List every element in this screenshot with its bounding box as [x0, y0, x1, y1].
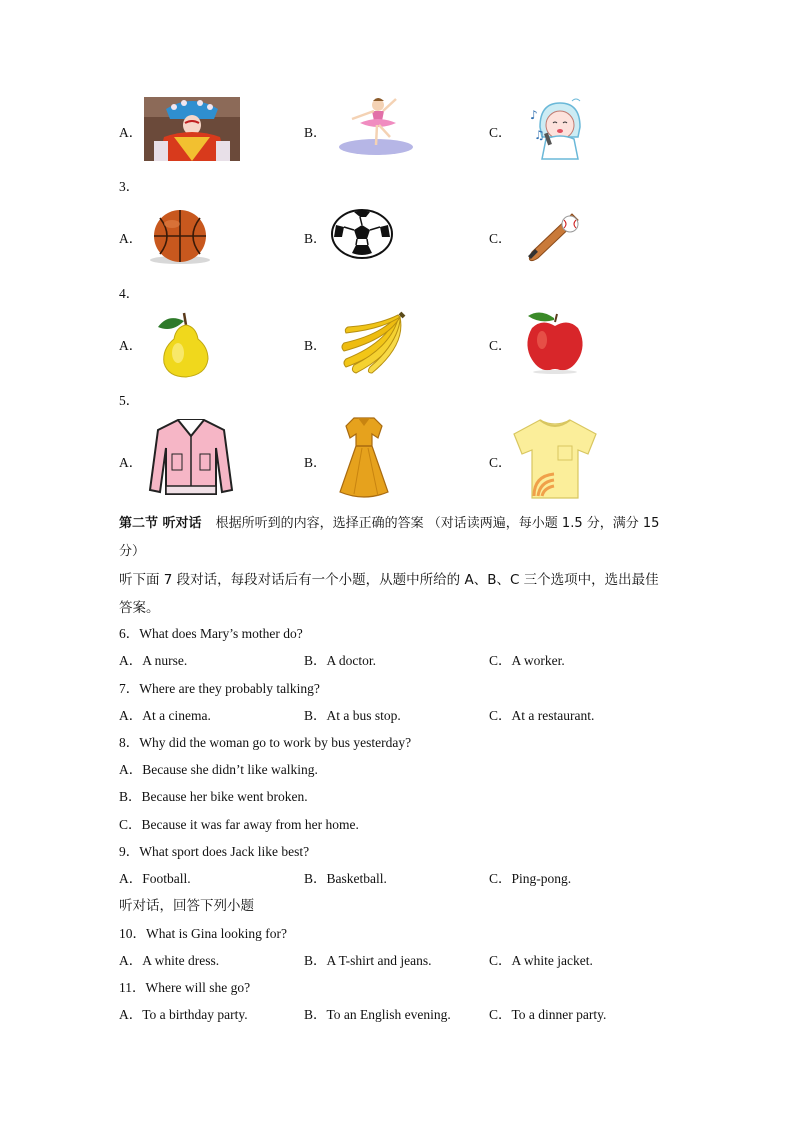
question-6-stem: 6．What does Mary’s mother do?: [119, 626, 303, 641]
q3-option-c-label: C．: [489, 231, 512, 246]
pear-icon: [150, 309, 214, 379]
section-2-title: 第二节 听对话: [119, 516, 202, 531]
q6-option-b: B．A doctor.: [304, 653, 377, 668]
t-shirt-icon: [512, 418, 598, 500]
question-4-number: 4．: [119, 286, 140, 301]
q8-option-a: A．Because she didn’t like walking.: [119, 762, 318, 777]
soccer-ball-icon: [330, 209, 394, 259]
q2-option-b-label: B．: [304, 125, 327, 140]
bananas-icon: [338, 309, 408, 375]
q7-option-a: A．At a cinema.: [119, 708, 211, 723]
q5-option-b-label: B．: [304, 455, 327, 470]
q11-option-a: A．To a birthday party.: [119, 1007, 248, 1022]
q7-option-b: B．At a bus stop.: [304, 708, 401, 723]
section-2-direction-line-1: 听下面 7 段对话，每段对话后有一个小题，从题中所给的 A、B、C 三个选项中，选出最佳: [119, 572, 659, 588]
ballet-dancer-icon: [338, 95, 414, 157]
basketball-icon: [144, 208, 216, 266]
q3-option-b-label: B．: [304, 231, 327, 246]
q5-option-a-label: A．: [119, 455, 143, 470]
svg-text:♫: ♫: [534, 128, 545, 142]
apple-icon: [524, 310, 586, 374]
question-5-number: 5．: [119, 393, 140, 408]
q8-option-c: C．Because it was far away from her home.: [119, 817, 359, 832]
opera-performer-icon: [144, 97, 240, 161]
question-11-stem: 11．Where will she go?: [119, 980, 251, 995]
q2-option-a-label: A．: [119, 125, 143, 140]
q7-option-c: C．At a restaurant.: [489, 708, 595, 723]
q11-option-c: C．To a dinner party.: [489, 1007, 607, 1022]
baseball-bat-icon: [526, 208, 582, 264]
singer-icon: [528, 97, 590, 163]
section-2-instruction-line-2: 分）: [119, 544, 146, 559]
q6-option-c: C．A worker.: [489, 653, 565, 668]
dress-icon: [334, 416, 394, 502]
question-7-stem: 7．Where are they probably talking?: [119, 681, 320, 696]
svg-text:♪: ♪: [530, 108, 538, 122]
q10-option-c: C．A white jacket.: [489, 953, 593, 968]
question-8-stem: 8．Why did the woman go to work by bus yesterday?: [119, 735, 412, 750]
q9-option-b: B．Basketball.: [304, 871, 387, 886]
section-2-heading: [119, 512, 659, 531]
q4-option-c-label: C．: [489, 338, 512, 353]
q2-option-c-label: C．: [489, 125, 512, 140]
q8-option-b: B．Because her bike went broken.: [119, 789, 308, 804]
q11-option-b: B．To an English evening.: [304, 1007, 451, 1022]
q6-option-a: A．A nurse.: [119, 653, 188, 668]
dialogue-group-heading: 听对话，回答下列小题: [119, 898, 254, 914]
q5-option-c-label: C．: [489, 455, 512, 470]
q10-option-a: A．A white dress.: [119, 953, 220, 968]
section-2-direction-line-2: 答案。: [119, 600, 160, 616]
q3-option-a-label: A．: [119, 231, 143, 246]
q4-option-b-label: B．: [304, 338, 327, 353]
q4-option-a-label: A．: [119, 338, 143, 353]
question-3-number: 3．: [119, 179, 140, 194]
question-10-stem: 10．What is Gina looking for?: [119, 926, 287, 941]
q10-option-b: B．A T-shirt and jeans.: [304, 953, 432, 968]
q9-option-a: A．Football.: [119, 871, 191, 886]
question-9-stem: 9．What sport does Jack like best?: [119, 844, 310, 859]
sweater-icon: [148, 418, 234, 500]
section-2-instruction-line-1: 根据所听到的内容，选择正确的答案 （对话读两遍，每小题 1.5 分，满分 15: [215, 516, 660, 531]
q9-option-c: C．Ping-pong.: [489, 871, 572, 886]
